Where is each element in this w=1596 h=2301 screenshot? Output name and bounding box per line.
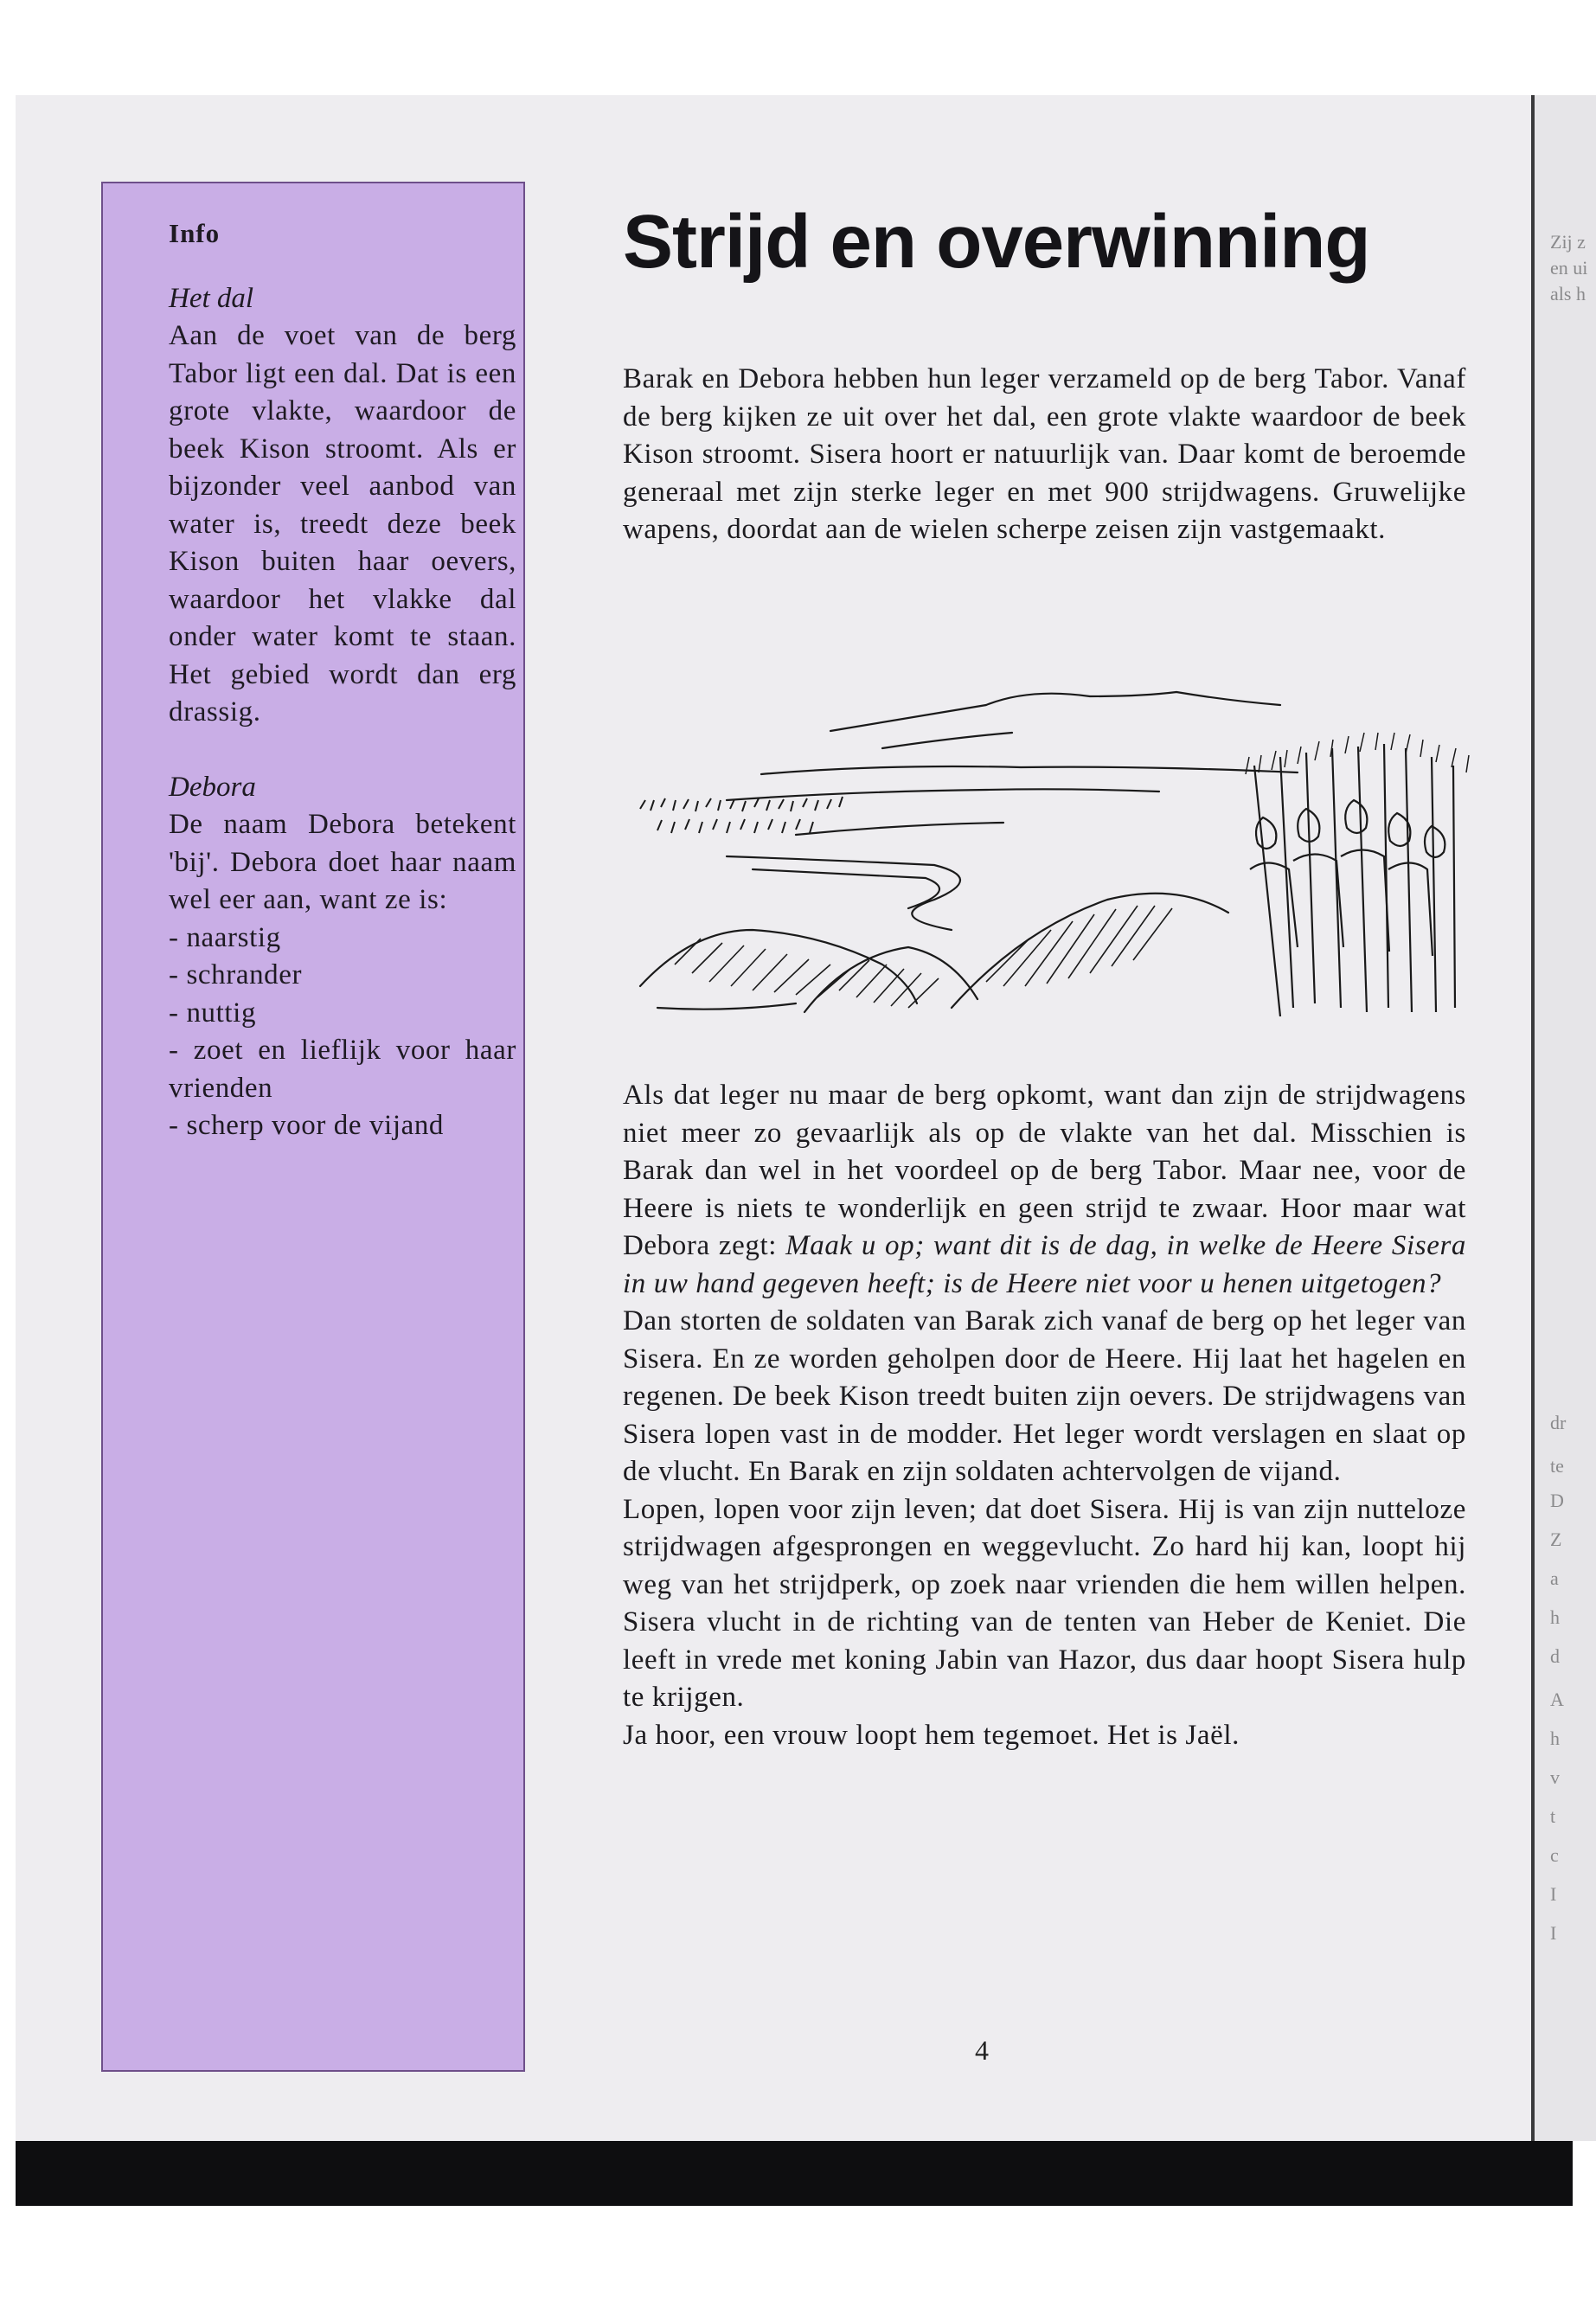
next-page-fragment: c (1550, 1844, 1559, 1866)
intro-text: Barak en Debora hebben hun leger verzameld op de berg Tabor. Vanaf de berg kijken ze uit over het dal, een grote vlakte waardoor de beek Kison stroomt. Sisera hoort er natuurlijk van. Daar komt de beroemde generaal met zijn sterke leger en met 900 strijdwagens. Gruwelijke wapens, doordat aan de wielen scherpe zeisen zijn vastgemaakt. (623, 363, 1466, 545)
next-page-fragment: A (1550, 1689, 1564, 1710)
body-text (623, 1077, 1466, 1754)
intro-paragraph (623, 361, 1466, 549)
page-title: Strijd en overwinning (623, 200, 1370, 284)
body-paragraph-1 (623, 1077, 1466, 1303)
list-item: - schrander (169, 959, 303, 990)
next-page-fragment: Z (1550, 1529, 1562, 1550)
info-text-het-dal: Aan de voet van de berg Tabor ligt een dal. Dat is een grote vlakte, waardoor de beek Kison stroomt. Als er bijzonder veel aanbod van water is, treedt deze beek Kison buiten haar oevers, waardoor het vlakke dal onder water komt te staan. Het gebied wordt dan erg drassig. (169, 320, 516, 727)
next-page-fragment: v (1550, 1766, 1560, 1788)
next-page-fragment: I (1550, 1922, 1557, 1944)
next-page-fragment: als h (1550, 283, 1586, 304)
next-page-fragment: I (1550, 1883, 1557, 1905)
info-subtitle-debora: Debora (169, 771, 256, 803)
next-page-edge (1531, 95, 1596, 2141)
next-page-fragment: dr (1550, 1412, 1567, 1433)
mountain-battle-illustration (623, 670, 1479, 1016)
book-bottom-edge (16, 2141, 1573, 2206)
next-page-fragment: Zij z (1550, 231, 1586, 253)
list-item: - scherp voor de vijand (169, 1110, 445, 1141)
next-page-fragment: en ui (1550, 257, 1588, 279)
next-page-fragment: D (1550, 1490, 1564, 1511)
next-page-fragment: a (1550, 1567, 1559, 1589)
list-item: - naarstig (169, 921, 281, 953)
page-number: 4 (975, 2035, 989, 2066)
info-text-debora: De naam Debora betekent 'bij'. Debora doet haar naam wel eer aan, want ze is: (169, 809, 516, 915)
debora-traits-list (169, 920, 516, 1145)
body-paragraph-3: Lopen, lopen voor zijn leven; dat doet Sisera. Hij is van zijn nutteloze strijdwagen afgesprongen en weggevlucht. Zo hard hij kan, loopt hij weg van het strijdperk, op zoek naar vrienden die hem willen helpen. Sisera vlucht in de richting van de tenten van Heber de Keniet. Die leeft in vrede met koning Jabin van Hazor, dus daar hoopt Sisera hulp te krijgen. (623, 1493, 1466, 1713)
info-label: Info (169, 218, 221, 248)
next-page-fragment: d (1550, 1645, 1560, 1667)
list-item: - nuttig (169, 997, 257, 1029)
info-subtitle-het-dal: Het dal (169, 282, 254, 314)
paragraph-text: Als dat leger nu maar de berg opkomt, want dan zijn de strijdwagens niet meer zo gevaarlijk als op de vlakte van het dal. Misschien is Barak dan wel in het voordeel op de berg Tabor. Maar nee, voor de Heere is niets te wonderlijk en geen strijd te zwaar. Hoor maar wat Debora zegt: (623, 1080, 1466, 1261)
info-sidebar (101, 182, 525, 2072)
body-paragraph-4: Ja hoor, een vrouw loopt hem tegemoet. Het is Jaël. (623, 1719, 1240, 1751)
debora-quote: Maak u op; want dit is de dag, in welke de Heere Sisera in uw hand gegeven heeft; is de Heere niet voor u henen uitgetogen? (623, 1230, 1467, 1299)
next-page-fragment: h (1550, 1606, 1560, 1628)
body-paragraph-2: Dan storten de soldaten van Barak zich vanaf de berg op het leger van Sisera. En ze worden geholpen door de Heere. Hij laat het hagelen en regenen. De beek Kison treedt buiten zijn oevers. De strijdwagens van Sisera lopen vast in de modder. Het leger wordt verslagen en slaat op de vlucht. En Barak en zijn soldaten achtervolgen de vijand. (623, 1305, 1466, 1487)
list-item: - zoet en lieflijk voor haar vrienden (169, 1035, 516, 1104)
next-page-fragment: te (1550, 1455, 1564, 1477)
next-page-fragment: t (1550, 1805, 1556, 1827)
next-page-fragment: h (1550, 1727, 1560, 1749)
